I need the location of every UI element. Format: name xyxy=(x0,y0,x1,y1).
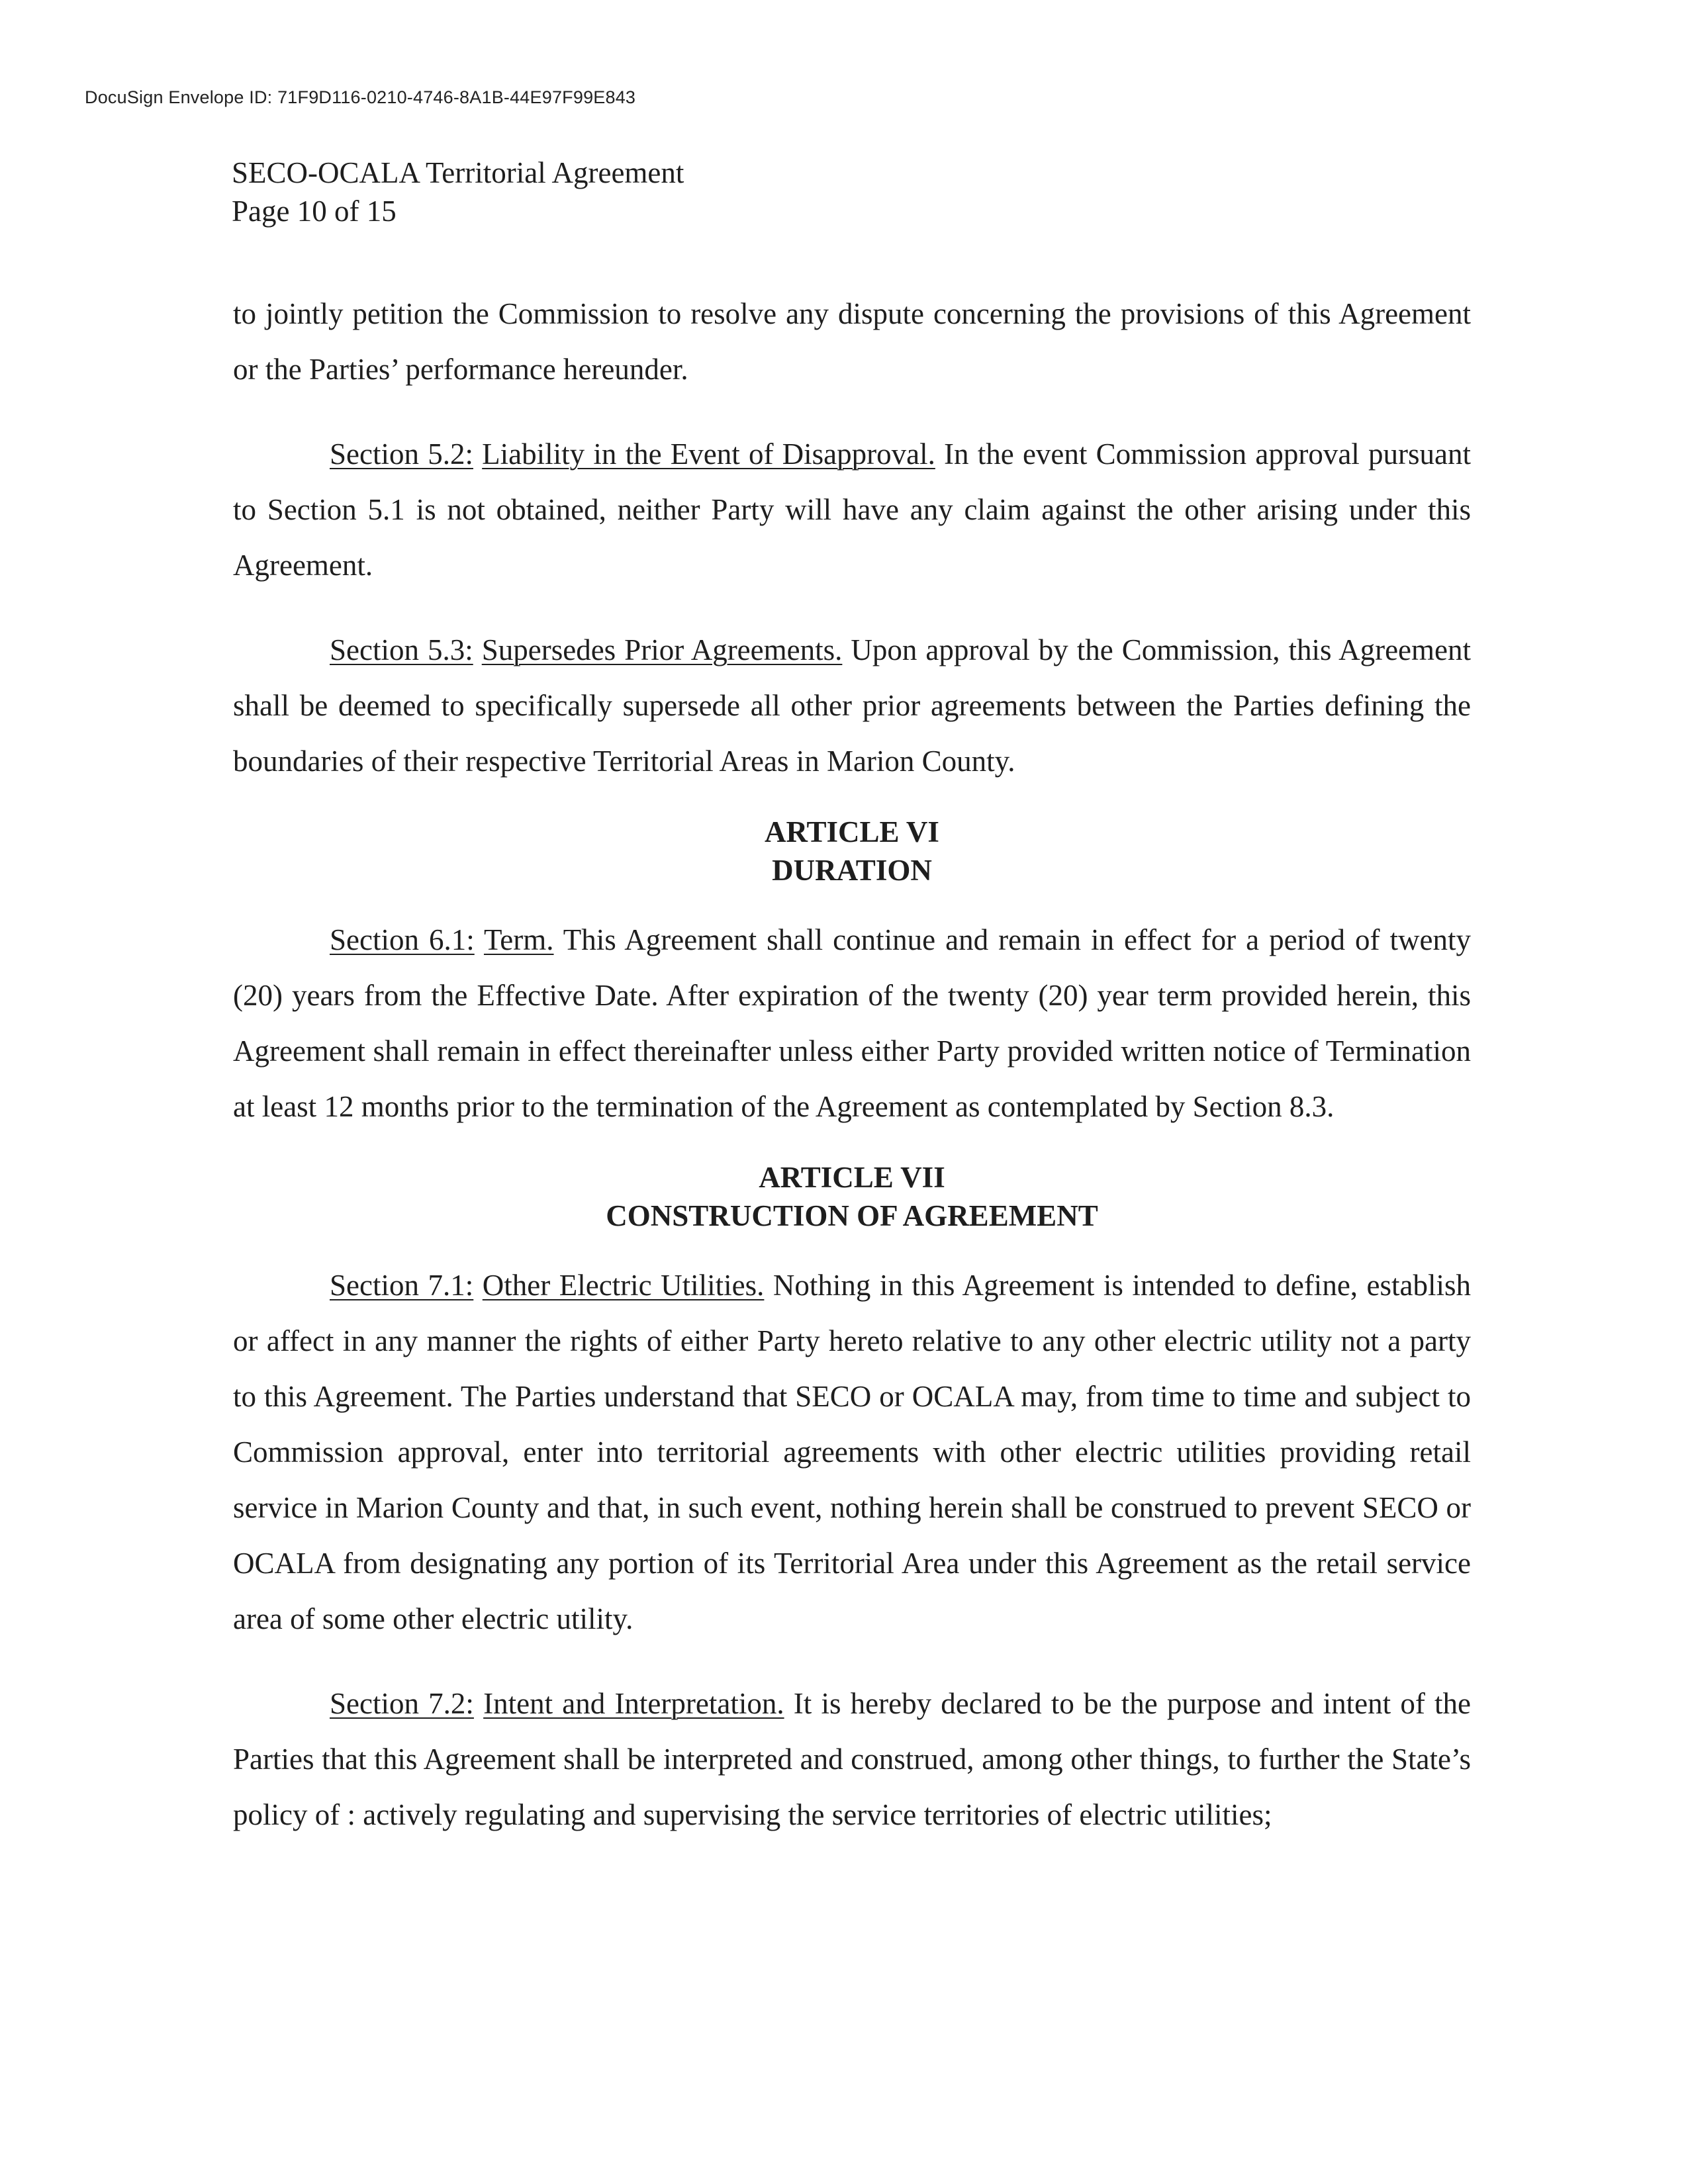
article-vii-number: ARTICLE VII xyxy=(759,1161,945,1194)
article-vi-number: ARTICLE VI xyxy=(765,815,939,848)
section-5-3-number: Section 5.3: xyxy=(330,633,473,666)
section-6-1-number: Section 6.1: xyxy=(330,923,475,956)
article-vi-title: DURATION xyxy=(772,854,932,887)
article-vii-heading xyxy=(233,1158,1471,1235)
section-7-1-number: Section 7.1: xyxy=(330,1269,474,1302)
section-6-1 xyxy=(233,912,1471,1134)
page-header xyxy=(232,154,684,230)
section-5-3-text: Upon approval by the Commission, this Agreement shall be deemed to specifically supersede all other prior agreements between the Parties defining the boundaries of their respective Territorial Areas in Marion County. xyxy=(233,633,1471,778)
section-7-2-number: Section 7.2: xyxy=(330,1687,474,1720)
section-5-2-title: Liability in the Event of Disapproval. xyxy=(482,437,935,471)
document-title: SECO-OCALA Territorial Agreement xyxy=(232,156,684,189)
section-5-2-text: In the event Commission approval pursuant to Section 5.1 is not obtained, neither Party will have any claim against the other arising under this Agreement. xyxy=(233,437,1471,582)
section-7-2-title: Intent and Interpretation. xyxy=(483,1687,784,1720)
section-7-2-text: It is hereby declared to be the purpose and intent of the Parties that this Agreement shall be interpreted and construed, among other things, to further the State’s policy of : actively regulating and supervising the service territories of electric utilities; xyxy=(233,1687,1472,1831)
section-6-1-title: Term. xyxy=(483,923,554,956)
continuation-paragraph: to jointly petition the Commission to resolve any dispute concerning the provisions of this Agreement or the Parties’ performance hereunder. xyxy=(233,297,1471,386)
docusign-envelope-id: DocuSign Envelope ID: 71F9D116-0210-4746-8A1B-44E97F99E843 xyxy=(85,87,636,107)
section-7-1 xyxy=(233,1257,1471,1647)
section-5-3-title: Supersedes Prior Agreements. xyxy=(481,633,843,666)
section-5-3 xyxy=(233,622,1471,789)
section-7-1-text: Nothing in this Agreement is intended to define, establish or affect in any manner the rights of either Party hereto relative to any other electric utility not a party to this Agreement. The Parties understand that SECO or OCALA may, from time to time and subject to Commission approval, enter into territorial agreements with other electric utilities providing retail service in Marion County and that, in such event, nothing herein shall be construed to prevent SECO or OCALA from designating any portion of its Territorial Area under this Agreement as the retail service area of some other electric utility. xyxy=(233,1269,1472,1635)
article-vi-heading xyxy=(233,813,1471,889)
section-7-2 xyxy=(233,1676,1471,1843)
section-5-2-number: Section 5.2: xyxy=(330,437,473,471)
section-6-1-text: This Agreement shall continue and remain in effect for a period of twenty (20) years from the Effective Date. After expiration of the twenty (20) year term provided herein, this Agreement shall remain in effect thereinafter unless either Party provided written notice of Termination at least 12 months prior to the termination of the Agreement as contemplated by Section 8.3. xyxy=(233,923,1472,1123)
section-7-1-title: Other Electric Utilities. xyxy=(482,1269,765,1302)
document-body xyxy=(233,286,1471,1843)
article-vii-title: CONSTRUCTION OF AGREEMENT xyxy=(606,1199,1098,1232)
section-5-2 xyxy=(233,426,1471,593)
page-number: Page 10 of 15 xyxy=(232,195,397,228)
